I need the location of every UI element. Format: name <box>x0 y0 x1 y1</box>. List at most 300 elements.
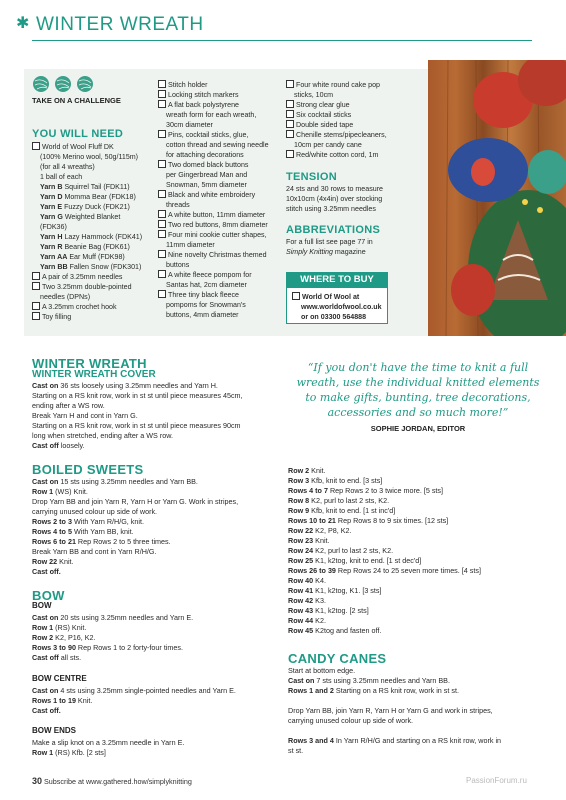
instruction-label: Row 44 <box>288 616 314 625</box>
instruction-line <box>288 526 481 536</box>
instruction-line <box>32 381 243 391</box>
instruction-text: (RS) Knit. <box>53 623 87 632</box>
list-item-text: 11mm diameter <box>166 241 215 249</box>
instruction-line <box>288 696 501 706</box>
list-item-text: Two 3.25mm double-pointed <box>42 283 132 291</box>
instruction-label: Row 1 <box>32 487 54 496</box>
instruction-text: Starting on a RS knit row, work in st st until piece measures 45cm, <box>32 391 243 400</box>
list-item <box>32 252 142 262</box>
list-item <box>158 260 269 270</box>
instruction-text: Knit. <box>309 466 326 475</box>
list-item-text: A white fleece pompom for <box>168 271 252 279</box>
list-item <box>32 212 142 222</box>
checkbox-icon <box>286 130 294 138</box>
instruction-text: Knit. <box>57 557 74 566</box>
instruction-line <box>32 738 184 748</box>
checkbox-icon <box>158 220 166 228</box>
instruction-text: K2, purl to last 2 sts, K2. <box>313 546 394 555</box>
list-item <box>158 240 269 250</box>
instruction-text: Make a slip knot on a 3.25mm needle in Yarn E. <box>32 738 185 747</box>
quote-author: SOPHIE JORDAN, EDITOR <box>370 424 466 433</box>
instruction-label: Row 2 <box>288 466 310 475</box>
checkbox-icon <box>292 292 300 300</box>
instruction-text: carrying unused colour up side of work. <box>288 716 414 725</box>
instruction-line <box>32 441 243 451</box>
list-item-text: Four white round cake pop <box>296 81 380 89</box>
yarn-code: Yarn D <box>40 193 63 201</box>
instruction-label: Rows 3 and 4 <box>288 736 334 745</box>
bow-ends-heading: BOW ENDS <box>32 726 76 735</box>
instruction-line <box>288 566 481 576</box>
bow-subheading: BOW <box>32 601 52 610</box>
instruction-text: 4 sts using 3.25mm single-pointed needles and Yarn E. <box>58 686 236 695</box>
instruction-text: 15 sts using 3.25mm needles and Yarn BB. <box>58 477 198 486</box>
list-item-text: needles (DPNs) <box>40 293 91 301</box>
you-will-need-list <box>32 142 142 322</box>
list-item <box>158 150 269 160</box>
instruction-text: K2tog and fasten off. <box>313 626 382 635</box>
yarn-code: Yarn H <box>40 233 63 241</box>
instruction-label: Rows 2 to 3 <box>32 517 72 526</box>
instruction-line <box>288 506 481 516</box>
checkbox-icon <box>158 80 166 88</box>
instruction-line <box>32 497 238 507</box>
instruction-label: Row 45 <box>288 626 314 635</box>
where-to-buy-heading: WHERE TO BUY <box>286 272 388 288</box>
instruction-label: Cast on <box>288 676 315 685</box>
instruction-line <box>288 676 501 686</box>
tension-line: 10x10cm (4x4in) over stocking <box>286 195 383 203</box>
instruction-line <box>288 536 481 546</box>
instruction-text: Drop Yarn BB and join Yarn R, Yarn H or Yarn G. Work in stripes, <box>32 497 239 506</box>
list-item <box>158 170 269 180</box>
instruction-line <box>288 726 501 736</box>
instruction-label: Row 22 <box>288 526 314 535</box>
list-item-text: Four mini cookie cutter shapes, <box>168 231 267 239</box>
list-item-text: 30cm diameter <box>166 121 213 129</box>
bow-ends-continued <box>288 466 481 636</box>
instruction-text: Rep Rows 2 to 3 twice more. [5 sts] <box>327 486 443 495</box>
list-item <box>158 190 269 200</box>
boiled-sweets-heading: BOILED SWEETS <box>32 462 144 477</box>
checkbox-icon <box>158 250 166 258</box>
cover-instructions <box>32 381 243 451</box>
yarn-code: Yarn BB <box>40 263 68 271</box>
list-item <box>32 292 142 302</box>
instruction-text: Kfb, knit to end. [3 sts] <box>309 476 383 485</box>
checkbox-icon <box>158 270 166 278</box>
instruction-label: Row 9 <box>288 506 310 515</box>
instruction-line <box>32 487 238 497</box>
list-item-text: Santas hat, 2cm diameter <box>166 281 247 289</box>
list-item <box>158 120 269 130</box>
instruction-label: Cast on <box>32 381 59 390</box>
instruction-text: Rep Rows 8 to 9 six times. [12 sts] <box>335 516 449 525</box>
list-item-text: sticks, 10cm <box>294 91 334 99</box>
checkbox-icon <box>158 290 166 298</box>
instruction-text: K1, k2tog, knit to end. [1 st dec'd] <box>313 556 422 565</box>
instruction-label: Rows 1 to 19 <box>32 696 76 705</box>
list-item-text: World of Wool Fluff DK <box>42 143 114 151</box>
list-item <box>158 90 269 100</box>
instruction-text: carrying unused colour up side of work. <box>32 507 158 516</box>
bow-ends-instructions <box>32 738 184 758</box>
checkbox-icon <box>286 150 294 158</box>
list-item <box>158 140 269 150</box>
instruction-line <box>288 546 481 556</box>
instruction-line <box>32 643 193 653</box>
yarn-name: Lazy Hammock (FDK41) <box>62 233 143 241</box>
list-item-text: Pins, cocktail sticks, glue, <box>168 131 249 139</box>
instruction-label: Row 22 <box>32 557 58 566</box>
list-item-text: A 3.25mm crochet hook <box>42 303 117 311</box>
instruction-text: all sts. <box>58 653 82 662</box>
instruction-label: Rows 4 to 5 <box>32 527 72 536</box>
subscribe-link[interactable]: Subscribe at www.gathered.how/simplyknitting <box>44 777 192 786</box>
list-item-text: Stitch holder <box>168 81 208 89</box>
page-footer <box>32 776 192 786</box>
list-item-text: Two red buttons, 8mm diameter <box>168 221 268 229</box>
list-item-text: Red/white cotton cord, 1m <box>296 151 379 159</box>
list-item <box>158 220 269 230</box>
materials-list-3 <box>286 80 387 160</box>
list-item-text: pompoms for Snowman's <box>166 301 246 309</box>
list-item <box>158 180 269 190</box>
list-item-text: (FDK36) <box>40 223 67 231</box>
instruction-line <box>288 466 481 476</box>
checkbox-icon <box>286 80 294 88</box>
list-item <box>32 192 142 202</box>
instruction-text: Rep Rows 1 to 2 forty-four times. <box>75 643 183 652</box>
list-item <box>286 90 387 100</box>
instruction-label: Row 1 <box>32 623 54 632</box>
quote-line: wreath, use the individual knitted elements <box>296 376 540 389</box>
yarn-name: Squirrel Tail (FDK11) <box>62 183 130 191</box>
instruction-line <box>32 401 243 411</box>
checkbox-icon <box>32 302 40 310</box>
list-item-text: wreath form for each wreath, <box>166 111 257 119</box>
instruction-line <box>288 706 501 716</box>
list-item-text: per Gingerbread Man and <box>166 171 248 179</box>
instruction-text: K1, k2tog. [2 sts] <box>313 606 369 615</box>
instruction-line <box>32 431 243 441</box>
instruction-line <box>32 517 238 527</box>
pattern-title: WINTER WREATH <box>32 356 147 371</box>
list-item <box>32 232 142 242</box>
instruction-text: Starting on a RS knit row, work in st st until piece measures 90cm <box>32 421 241 430</box>
list-item <box>158 200 269 210</box>
list-item <box>158 250 269 260</box>
snowflake-icon: ✱ <box>16 13 30 32</box>
instruction-line <box>32 686 236 696</box>
checkbox-icon <box>286 100 294 108</box>
list-item <box>32 312 142 322</box>
list-item-text: Double sided tape <box>296 121 354 129</box>
where-to-buy-text: World Of Wool at www.worldofwool.co.uk or on 03300 564888 <box>292 292 382 322</box>
list-item <box>286 130 387 140</box>
yarn-name: Fallen Snow (FDK301) <box>67 263 142 271</box>
checkbox-icon <box>32 142 40 150</box>
instruction-text: With Yarn BB, knit. <box>71 527 134 536</box>
instruction-line <box>288 496 481 506</box>
abbreviations-heading: ABBREVIATIONS <box>286 224 381 236</box>
instruction-text: 7 sts using 3.25mm needles and Yarn BB. <box>314 676 450 685</box>
checkbox-icon <box>158 230 166 238</box>
list-item-text: Toy filling <box>42 313 72 321</box>
instruction-line <box>32 623 193 633</box>
instruction-line <box>288 596 481 606</box>
instruction-text: Kfb, knit to end. [1 st inc'd] <box>309 506 396 515</box>
instruction-text: Rep Rows 24 to 25 seven more times. [4 sts] <box>335 566 481 575</box>
yarn-code: Yarn AA <box>40 253 68 261</box>
list-item <box>32 242 142 252</box>
instruction-label: Row 24 <box>288 546 314 555</box>
instruction-label: Rows 6 to 21 <box>32 537 76 546</box>
instruction-label: Row 40 <box>288 576 314 585</box>
list-item <box>158 80 269 90</box>
instruction-text: Start at bottom edge. <box>288 666 356 675</box>
checkbox-icon <box>158 100 166 108</box>
list-item <box>32 202 142 212</box>
list-item-text: Nine novelty Christmas themed <box>168 251 267 259</box>
list-item <box>286 150 387 160</box>
instruction-text: K2, purl to last 2 sts, K2. <box>309 496 390 505</box>
tension-line: stitch using 3.25mm needles <box>286 205 376 213</box>
list-item <box>286 120 387 130</box>
yarn-name: Momma Bear (FDK18) <box>62 193 136 201</box>
list-item-text: Six cocktail sticks <box>296 111 352 119</box>
instruction-line <box>288 746 501 756</box>
list-item <box>32 282 142 292</box>
instruction-line <box>32 557 238 567</box>
checkbox-icon <box>158 130 166 138</box>
instruction-label: Row 1 <box>32 748 54 757</box>
instruction-line <box>32 613 193 623</box>
instruction-line <box>32 537 238 547</box>
list-item <box>32 182 142 192</box>
checkbox-icon <box>158 160 166 168</box>
instruction-label: Row 3 <box>288 476 310 485</box>
yarn-code: Yarn E <box>40 203 63 211</box>
instruction-line <box>32 507 238 517</box>
yarn-name: Weighted Blanket <box>62 213 121 221</box>
instruction-line <box>288 686 501 696</box>
instruction-line <box>288 486 481 496</box>
instruction-label: Rows 10 to 21 <box>288 516 336 525</box>
instruction-label: Cast off. <box>32 567 61 576</box>
tension-heading: TENSION <box>286 171 337 183</box>
instruction-label: Rows 26 to 39 <box>288 566 336 575</box>
list-item <box>158 130 269 140</box>
watermark: PassionForum.ru <box>466 776 527 785</box>
list-item-text: Chenille stems/pipecleaners, <box>296 131 387 139</box>
list-item <box>286 80 387 90</box>
list-item <box>158 300 269 310</box>
instruction-text: Starting on a RS knit row, work in st st. <box>333 686 459 695</box>
instruction-line <box>288 616 481 626</box>
checkbox-icon <box>32 272 40 280</box>
list-item <box>158 230 269 240</box>
instruction-label: Rows 4 to 7 <box>288 486 328 495</box>
challenge-label: TAKE ON A CHALLENGE <box>32 96 121 105</box>
list-item-text: Snowman, 5mm diameter <box>166 181 247 189</box>
list-item <box>286 110 387 120</box>
instruction-text: Rep Rows 2 to 5 three times. <box>75 537 171 546</box>
instruction-text: 20 sts using 3.25mm needles and Yarn E. <box>58 613 194 622</box>
instruction-line <box>32 653 193 663</box>
list-item-text: buttons, 4mm diameter <box>166 311 239 319</box>
list-item <box>32 162 142 172</box>
list-item <box>158 100 269 110</box>
instruction-text: Drop Yarn BB, join Yarn R, Yarn H or Yarn G and work in stripes, <box>288 706 493 715</box>
instruction-text: K2. <box>313 616 326 625</box>
instruction-text: K4. <box>313 576 326 585</box>
candy-canes-instructions <box>288 666 501 756</box>
instruction-text: With Yarn R/H/G, knit. <box>71 517 144 526</box>
instruction-line <box>288 736 501 746</box>
list-item-text: A flat back polystyrene <box>168 101 239 109</box>
you-will-need-heading: YOU WILL NEED <box>32 128 124 140</box>
header-divider <box>32 40 532 41</box>
list-item-text: Black and white embroidery <box>168 191 256 199</box>
wreath-photo <box>428 60 566 336</box>
instruction-line <box>32 391 243 401</box>
yarn-name: Fuzzy Duck (FDK21) <box>62 203 130 211</box>
instruction-text: st st. <box>288 746 304 755</box>
list-item <box>158 210 269 220</box>
list-item-text: (100% Merino wool, 50g/115m) <box>40 153 139 161</box>
quote-line: “If you don't have the time to knit a full <box>307 361 529 374</box>
list-item-text: Two domed black buttons <box>168 161 249 169</box>
list-item-text: threads <box>166 201 190 209</box>
list-item <box>158 310 269 320</box>
instruction-line <box>288 516 481 526</box>
list-item <box>158 160 269 170</box>
instruction-line <box>288 586 481 596</box>
checkbox-icon <box>158 90 166 98</box>
list-item <box>32 142 142 152</box>
checkbox-icon <box>32 282 40 290</box>
instruction-label: Row 8 <box>288 496 310 505</box>
bow-centre-heading: BOW CENTRE <box>32 674 87 683</box>
instruction-label: Rows 1 and 2 <box>288 686 334 695</box>
instruction-label: Cast on <box>32 477 59 486</box>
instruction-line <box>32 477 238 487</box>
instruction-label: Row 2 <box>32 633 54 642</box>
yarn-name: Beanie Bag (FDK61) <box>62 243 130 251</box>
instruction-line <box>32 748 184 758</box>
checkbox-icon <box>158 210 166 218</box>
instruction-label: Cast off. <box>32 706 61 715</box>
instruction-line <box>288 556 481 566</box>
instruction-text: 36 sts loosely using 3.25mm needles and Yarn H. <box>58 381 218 390</box>
instruction-text: K1, k2tog, K1. [3 sts] <box>313 586 382 595</box>
instruction-line <box>288 476 481 486</box>
instruction-text: long when stretched, ending after a WS row. <box>32 431 174 440</box>
bow-instructions <box>32 613 193 663</box>
instruction-text: K2, P8, K2. <box>313 526 352 535</box>
tension-text <box>286 184 383 214</box>
instruction-label: Row 42 <box>288 596 314 605</box>
instruction-line <box>288 666 501 676</box>
list-item <box>286 140 387 150</box>
materials-list-2 <box>158 80 269 320</box>
instruction-text: (WS) Knit. <box>53 487 88 496</box>
checkbox-icon <box>286 120 294 128</box>
list-item-text: Locking stitch markers <box>168 91 239 99</box>
instruction-line <box>288 606 481 616</box>
instruction-label: Cast off <box>32 441 59 450</box>
checkbox-icon <box>32 312 40 320</box>
instruction-text: (RS) Kfb. [2 sts] <box>53 748 106 757</box>
list-item <box>32 302 142 312</box>
tension-line: 24 sts and 30 rows to measure <box>286 185 383 193</box>
instruction-text: K2, P16, K2. <box>53 633 96 642</box>
yarn-name: Ear Muff (FDK98) <box>67 253 125 261</box>
boiled-sweets-instructions <box>32 477 238 577</box>
instruction-label: Rows 3 to 90 <box>32 643 76 652</box>
list-item-text: Three tiny black fleece <box>168 291 239 299</box>
page-number: 30 <box>32 776 43 786</box>
instruction-line <box>32 696 236 706</box>
quote-line: to make gifts, bunting, tree decorations, <box>305 391 531 404</box>
list-item <box>32 172 142 182</box>
list-item-text: A pair of 3.25mm needles <box>42 273 123 281</box>
instruction-text: Knit. <box>313 536 330 545</box>
instruction-line <box>32 527 238 537</box>
instruction-text: Knit. <box>75 696 93 705</box>
candy-canes-heading: CANDY CANES <box>288 651 387 666</box>
instruction-label: Row 25 <box>288 556 314 565</box>
instruction-line <box>288 626 481 636</box>
page-section-title: WINTER WREATH <box>36 14 204 35</box>
bow-centre-instructions <box>32 686 236 716</box>
instruction-line <box>32 411 243 421</box>
instruction-label: Cast on <box>32 613 59 622</box>
list-item <box>158 270 269 280</box>
list-item <box>158 290 269 300</box>
list-item-text: cotton thread and sewing needle <box>166 141 269 149</box>
quote-line: accessories and so much more!” <box>327 406 509 419</box>
instruction-label: Cast off <box>32 653 59 662</box>
instruction-text: ending after a WS row. <box>32 401 105 410</box>
instruction-label: Cast on <box>32 686 59 695</box>
checkbox-icon <box>286 110 294 118</box>
instruction-text: Break Yarn BB and cont in Yarn R/H/G. <box>32 547 157 556</box>
editor-quote <box>288 360 548 420</box>
list-item <box>158 110 269 120</box>
bow-heading: BOW <box>32 588 65 603</box>
instruction-line <box>288 576 481 586</box>
list-item <box>32 272 142 282</box>
list-item <box>286 100 387 110</box>
yarn-balls-icon <box>32 75 94 93</box>
instruction-text: loosely. <box>58 441 85 450</box>
checkbox-icon <box>158 190 166 198</box>
list-item <box>158 280 269 290</box>
instruction-text: In Yarn R/H/G and starting on a RS knit row, work in <box>333 736 502 745</box>
instruction-line <box>32 706 236 716</box>
instruction-line <box>32 547 238 557</box>
yarn-code: Yarn R <box>40 243 63 251</box>
instruction-label: Row 23 <box>288 536 314 545</box>
list-item-text: for attaching decorations <box>166 151 244 159</box>
list-item-text: (for all 4 wreaths) <box>40 163 95 171</box>
instruction-text: Break Yarn H and cont in Yarn G. <box>32 411 138 420</box>
instruction-line <box>288 716 501 726</box>
list-item-text: 1 ball of each <box>40 173 83 181</box>
instruction-label: Row 41 <box>288 586 314 595</box>
